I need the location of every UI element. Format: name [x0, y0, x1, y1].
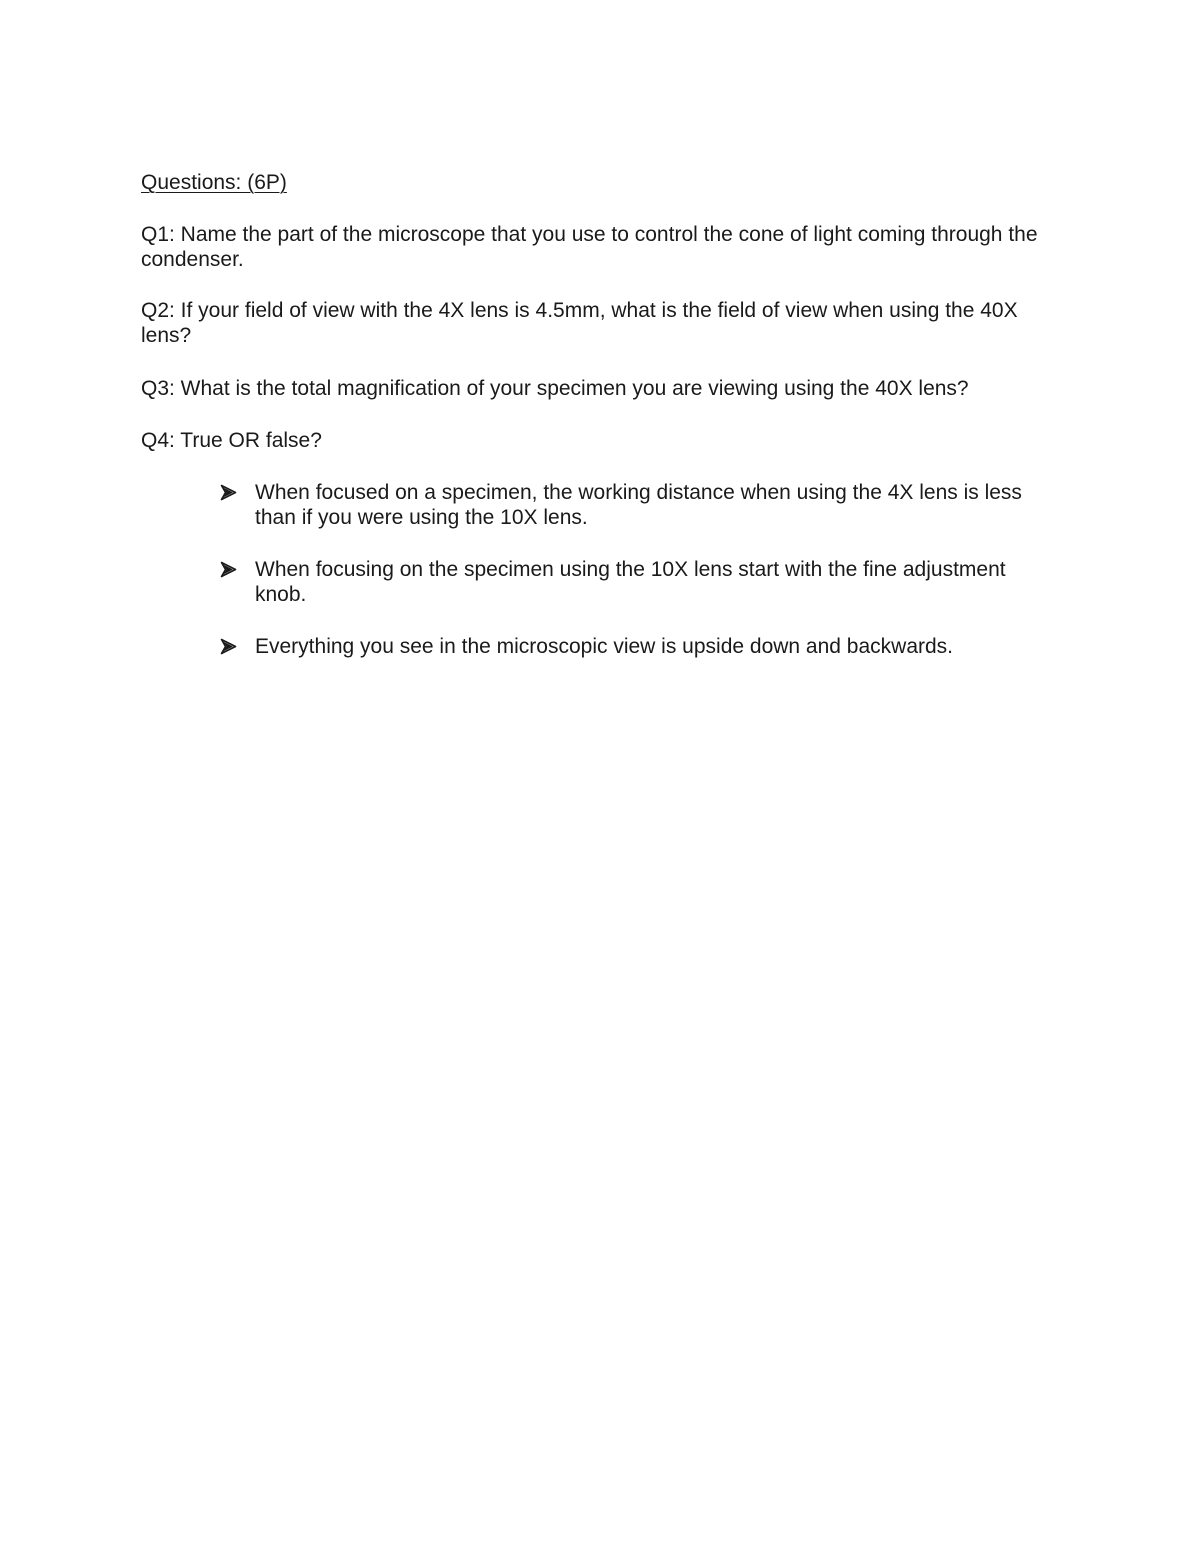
arrowhead-bullet-icon — [220, 561, 237, 578]
question-3: Q3: What is the total magnification of your specimen you are viewing using the 40X lens? — [141, 377, 969, 400]
true-false-item-text: When focused on a specimen, the working distance when using the 4X lens is less than if you were using the 10X lens. — [255, 481, 1022, 529]
arrowhead-bullet-icon — [220, 638, 237, 655]
questions-heading: Questions: (6P) — [141, 171, 287, 194]
true-false-item-1 — [218, 480, 1058, 530]
arrowhead-bullet-icon — [220, 484, 237, 501]
true-false-item-2 — [218, 557, 1058, 607]
true-false-item-3 — [218, 634, 1058, 659]
true-false-list — [218, 480, 1058, 659]
question-4: Q4: True OR false? — [141, 429, 322, 452]
true-false-item-text: When focusing on the specimen using the 10X lens start with the fine adjustment knob. — [255, 558, 1006, 606]
true-false-item-text: Everything you see in the microscopic view is upside down and backwards. — [255, 635, 954, 658]
question-2: Q2: If your field of view with the 4X lens is 4.5mm, what is the field of view when using the 40X lens? — [141, 299, 1018, 347]
question-1: Q1: Name the part of the microscope that you use to control the cone of light coming through the condenser. — [141, 223, 1038, 271]
